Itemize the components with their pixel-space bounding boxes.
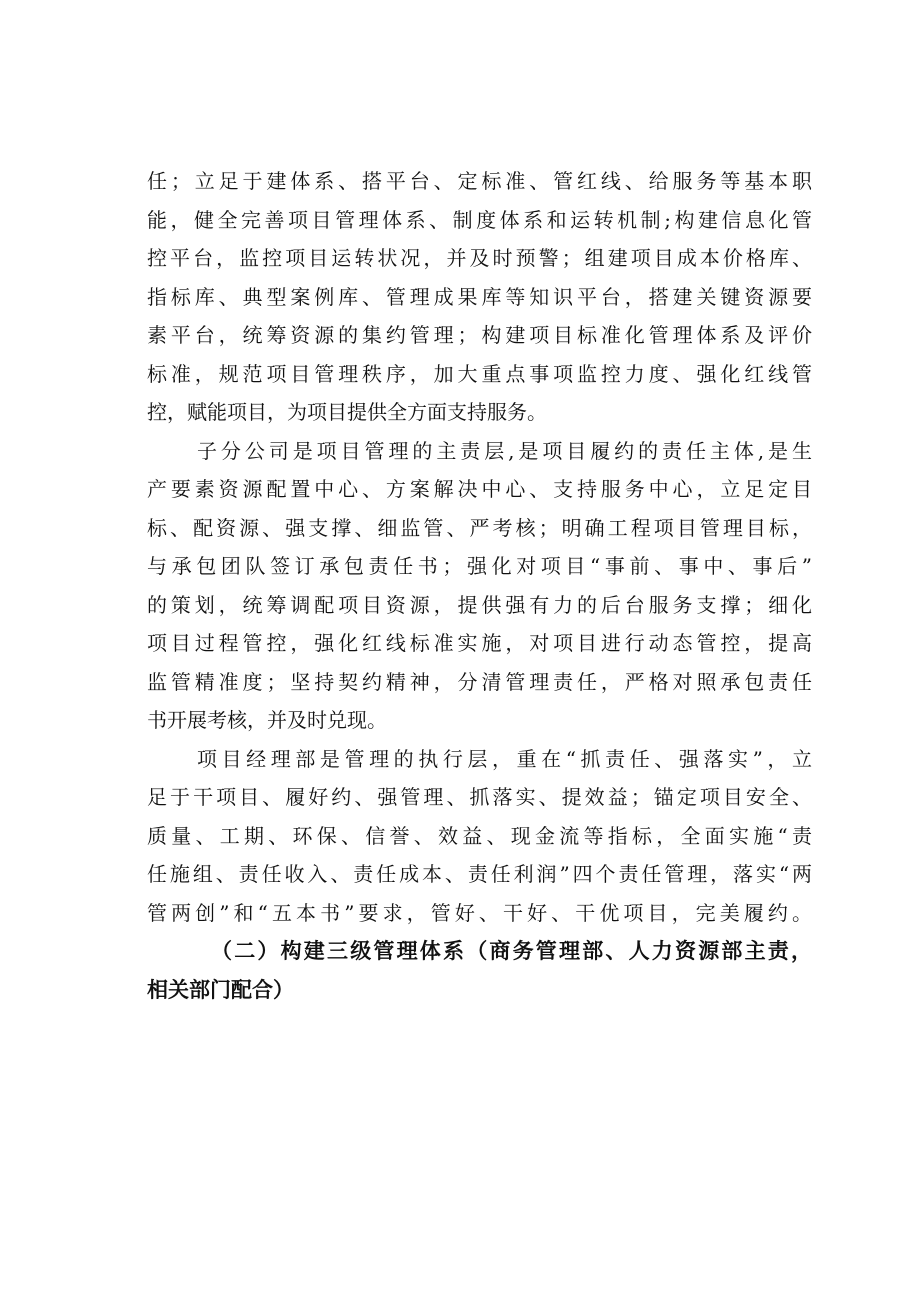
- text-line: 项目经理部是管理的执行层，重在“抓责任、强落实”，立: [197, 746, 812, 771]
- text-line: 的策划，统筹调配项目资源，提供强有力的后台服务支撑；细化: [147, 592, 812, 617]
- text-line: 能，健全完善项目管理体系、制度体系和运转机制;构建信息化管: [147, 207, 812, 232]
- text-line: 标、配资源、强支撑、细监管、严考核；明确工程项目管理目标，: [147, 515, 812, 540]
- text-line: 与承包团队签订承包责任书；强化对项目“事前、事中、事后”: [147, 554, 812, 578]
- text-line: 标准，规范项目管理秩序，加大重点事项监控力度、强化红线管: [147, 361, 812, 386]
- heading-line: 相关部门配合）: [147, 977, 294, 1002]
- text-line: 书开展考核，并及时兑现。: [147, 708, 387, 732]
- section-heading: [147, 932, 812, 1009]
- paragraph-1: [147, 162, 812, 432]
- text-line: 控，赋能项目，为项目提供全方面支持服务。: [147, 400, 547, 424]
- document-body: [147, 162, 812, 1009]
- text-line: 任施组、责任收入、责任成本、责任利润”四个责任管理，落实“两: [147, 862, 812, 886]
- text-line: 项目过程管控，强化红线标准实施，对项目进行动态管控，提高: [147, 631, 812, 655]
- text-line: 子分公司是项目管理的主责层,是项目履约的责任主体,是生: [197, 438, 812, 463]
- paragraph-2: [147, 432, 812, 740]
- text-line: 管两创”和“五本书”要求，管好、干好、干优项目，完美履约。: [147, 900, 812, 925]
- heading-line: （二）构建三级管理体系（商务管理部、人力资源部主责，: [211, 939, 812, 963]
- text-line: 控平台，监控项目运转状况，并及时预警；组建项目成本价格库、: [147, 246, 812, 270]
- text-line: 足于干项目、履好约、强管理、抓落实、提效益；锚定项目安全、: [147, 785, 812, 809]
- text-line: 监管精准度；坚持契约精神，分清管理责任，严格对照承包责任: [147, 669, 812, 694]
- text-line: 素平台，统筹资源的集约管理；构建项目标准化管理体系及评价: [147, 323, 812, 347]
- text-line: 指标库、典型案例库、管理成果库等知识平台，搭建关键资源要: [147, 284, 812, 309]
- paragraph-3: [147, 740, 812, 933]
- text-line: 任；立足于建体系、搭平台、定标准、管红线、给服务等基本职: [147, 169, 812, 193]
- text-line: 质量、工期、环保、信誉、效益、现金流等指标，全面实施“责: [147, 823, 812, 848]
- text-line: 产要素资源配置中心、方案解决中心、支持服务中心，立足定目: [147, 477, 812, 501]
